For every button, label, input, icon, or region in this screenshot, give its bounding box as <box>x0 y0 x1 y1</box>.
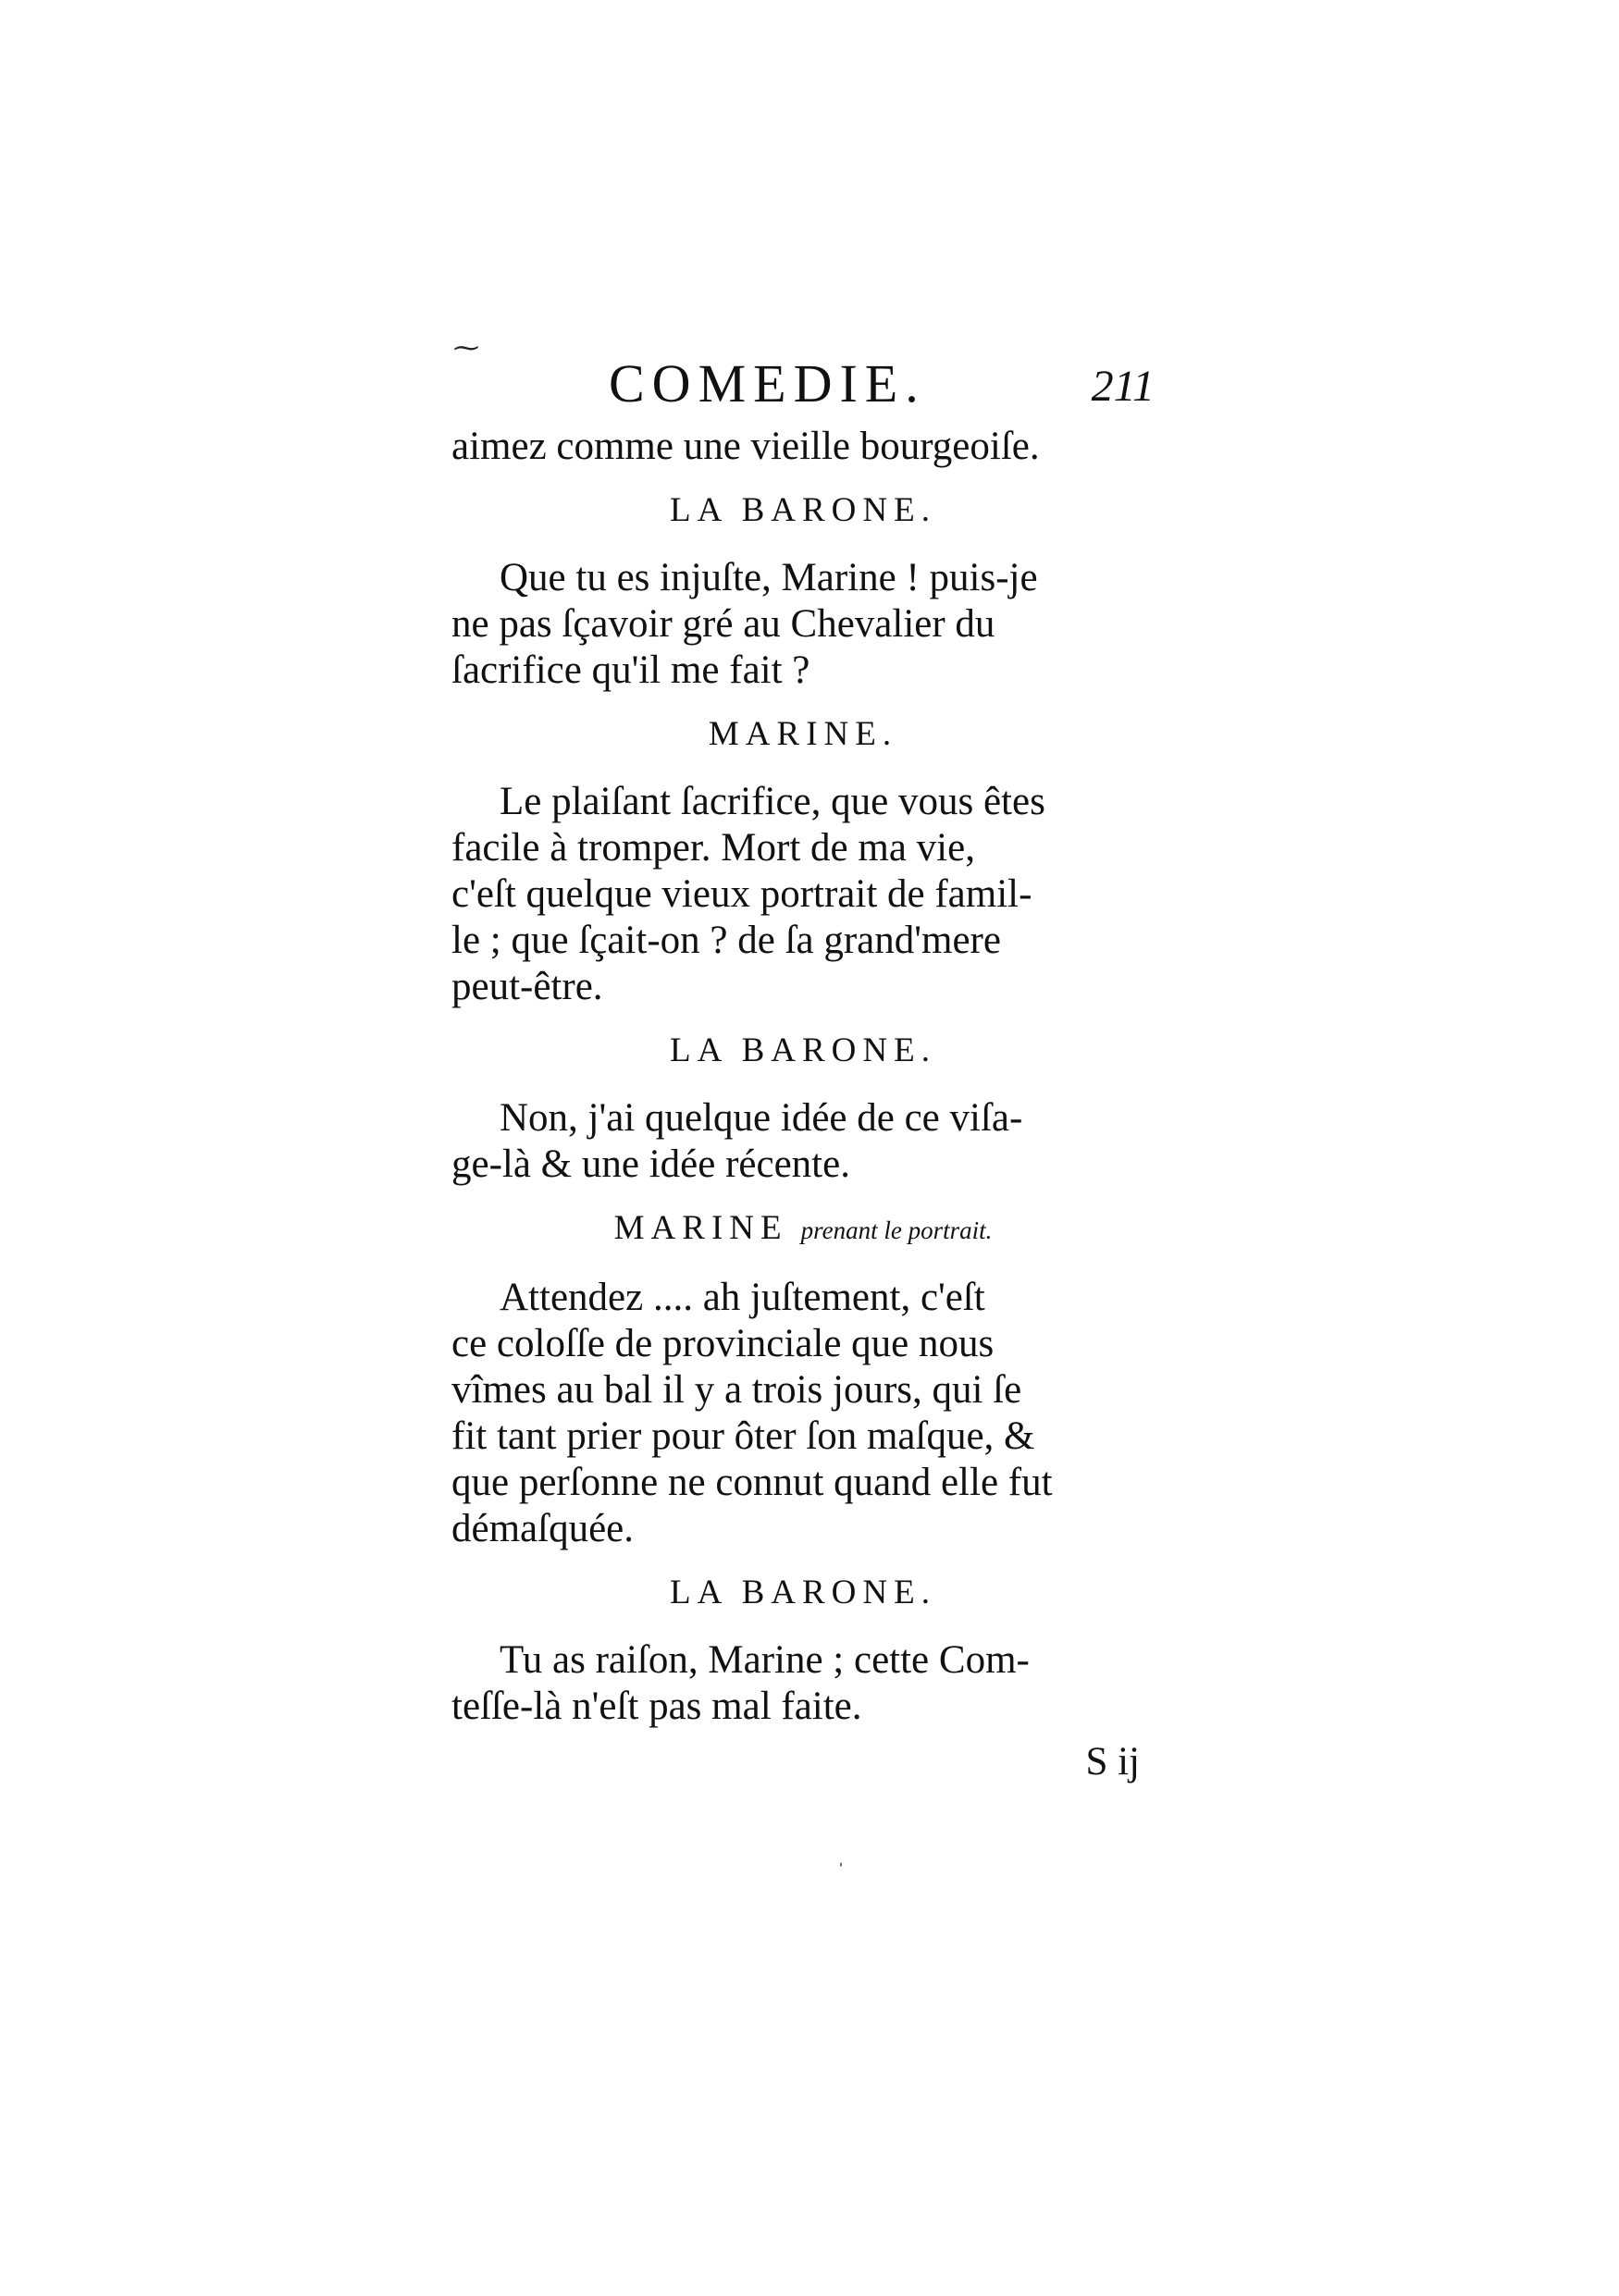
text-block <box>451 352 1155 1785</box>
signature-mark: S ij <box>1085 1740 1140 1784</box>
speaker-heading: LA BARONE. <box>670 1031 936 1069</box>
running-head <box>451 352 1155 422</box>
speech-paragraph: Le plaiſant ſacrifice, que vous êtes facile à tromper. Mort de ma vie, c'eſt quelque vieux portrait de famil- le ; que ſçait-on ? de ſa grand'mere peut-être. <box>451 780 1045 1008</box>
speaker-heading: LA BARONE. <box>670 1574 936 1611</box>
page-number: 211 <box>1091 362 1155 411</box>
speaker-heading: MARINE. <box>708 715 898 753</box>
running-title: COMEDIE. <box>609 353 926 414</box>
stage-direction: prenant le portrait. <box>800 1216 993 1244</box>
speech-paragraph: Tu as raiſon, Marine ; cette Com- teſſe-là n'eſt pas mal faite. <box>451 1638 1030 1728</box>
speech-paragraph: Que tu es injuſte, Marine ! puis-je ne pas ſçavoir gré au Chevalier du ſacrifice qu'il me fait ? <box>451 556 1038 692</box>
speech-paragraph: Attendez .... ah juſtement, c'eſt ce coloſſe de provinciale que nous vîmes au bal il y a trois jours, qui ſe fit tant prier pour ôter ſon maſque, & que perſonne ne connut quand elle fut démaſquée. <box>451 1276 1053 1550</box>
ink-speck: ˌ <box>837 1843 845 1867</box>
speaker-name: MARINE <box>613 1209 788 1247</box>
opening-line: aimez comme une vieille bourgeoiſe. <box>451 425 1040 468</box>
speech-paragraph: Non, j'ai quelque idée de ce viſa- ge-là & une idée récente. <box>451 1096 1023 1186</box>
ink-mark: ⁓ <box>453 334 479 363</box>
speaker-heading-with-direction <box>451 1208 1155 1251</box>
speaker-heading: LA BARONE. <box>670 491 936 529</box>
